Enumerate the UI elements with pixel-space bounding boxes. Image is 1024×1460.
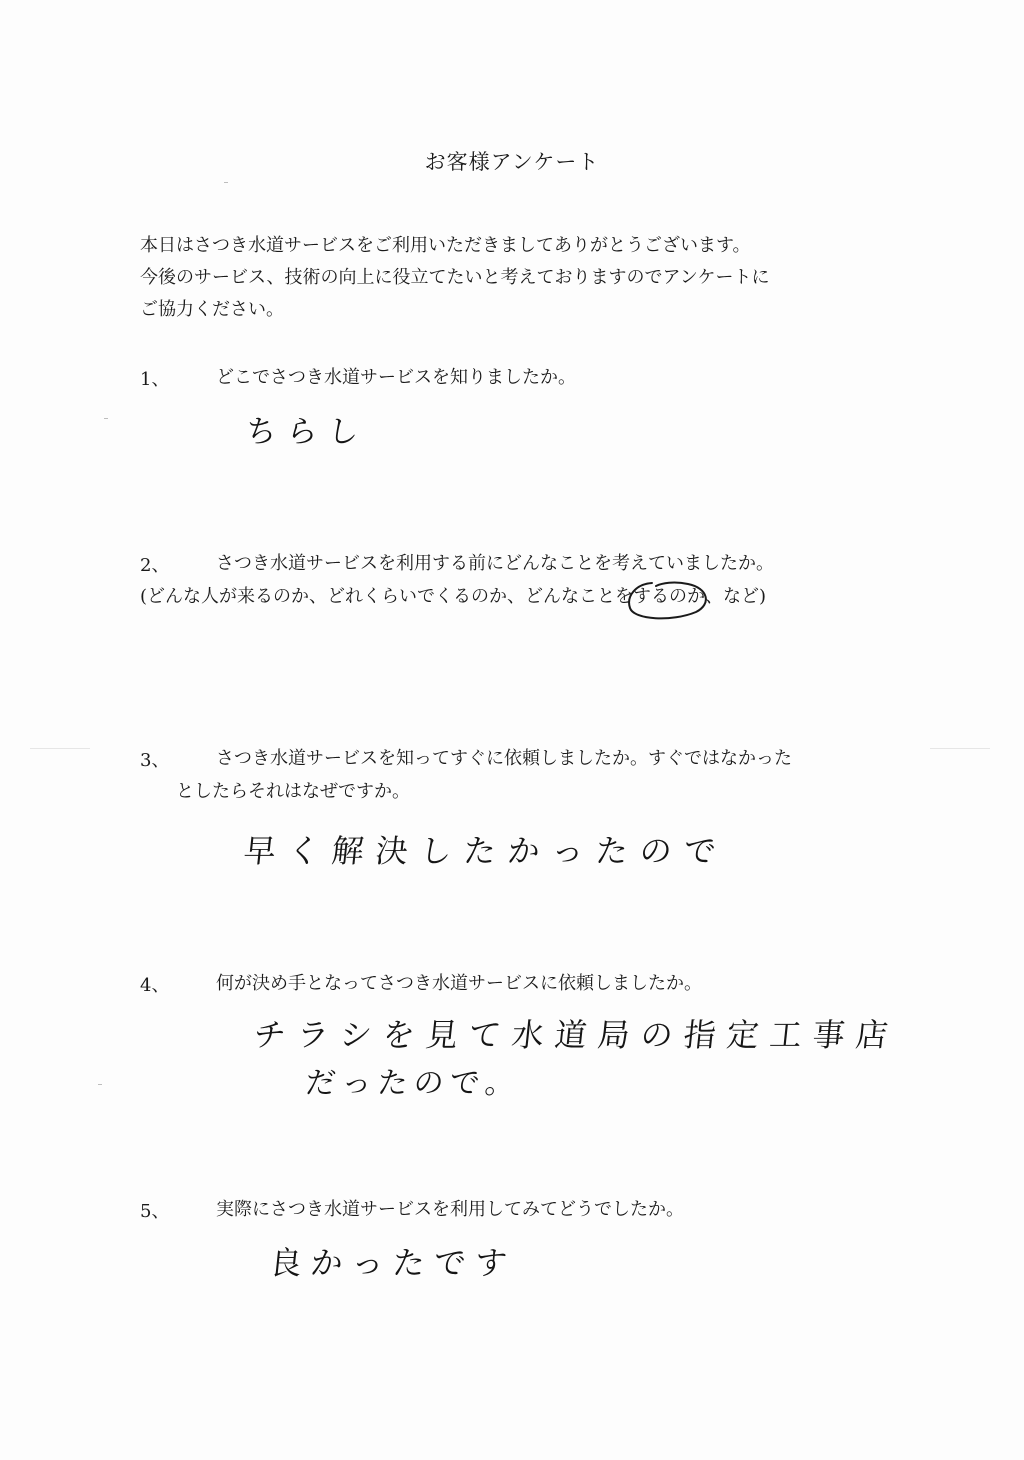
question-4-answer-line-2: だったので。 <box>303 1066 523 1101</box>
question-3-text: さつき水道サービスを知ってすぐに依頼しましたか。すぐではなかった <box>216 748 792 769</box>
question-3-answer: 早く解決したかったので <box>241 832 730 870</box>
question-5-answer: 良かったです <box>267 1244 518 1282</box>
document-title: お客様アンケート <box>424 150 600 174</box>
scan-edge-mark <box>930 748 990 749</box>
scan-edge-mark <box>30 748 90 749</box>
question-2-text: さつき水道サービスを利用する前にどんなことを考えていましたか。 <box>216 553 774 574</box>
question-1-number: 1、 <box>140 369 170 390</box>
handwritten-circle-mark <box>622 574 714 624</box>
scan-speck <box>98 1084 102 1085</box>
question-2-subtext: (どんな人が来るのか、どれくらいでくるのか、どんなことをするのか、など) <box>140 586 767 607</box>
question-5-text: 実際にさつき水道サービスを利用してみてどうでしたか。 <box>216 1199 684 1220</box>
question-3-number: 3、 <box>140 750 170 771</box>
question-4-number: 4、 <box>140 975 170 996</box>
question-5-number: 5、 <box>140 1201 170 1222</box>
question-4-answer-line-1: チラシを見て水道局の指定工事店 <box>251 1016 901 1054</box>
scan-speck <box>104 418 108 419</box>
question-1-answer: ちらし <box>243 414 371 450</box>
scan-speck <box>224 182 228 183</box>
question-1-text: どこでさつき水道サービスを知りましたか。 <box>216 367 576 388</box>
intro-line: ご協力ください。 <box>140 299 284 320</box>
question-2-number: 2、 <box>140 555 170 576</box>
question-4-text: 何が決め手となってさつき水道サービスに依頼しましたか。 <box>216 973 702 994</box>
intro-paragraph <box>140 230 940 326</box>
intro-line: 本日はさつき水道サービスをご利用いただきましてありがとうございます。 <box>140 235 751 256</box>
intro-line: 今後のサービス、技術の向上に役立てたいと考えておりますのでアンケートに <box>140 267 770 288</box>
question-3-subtext: としたらそれはなぜですか。 <box>176 781 410 802</box>
